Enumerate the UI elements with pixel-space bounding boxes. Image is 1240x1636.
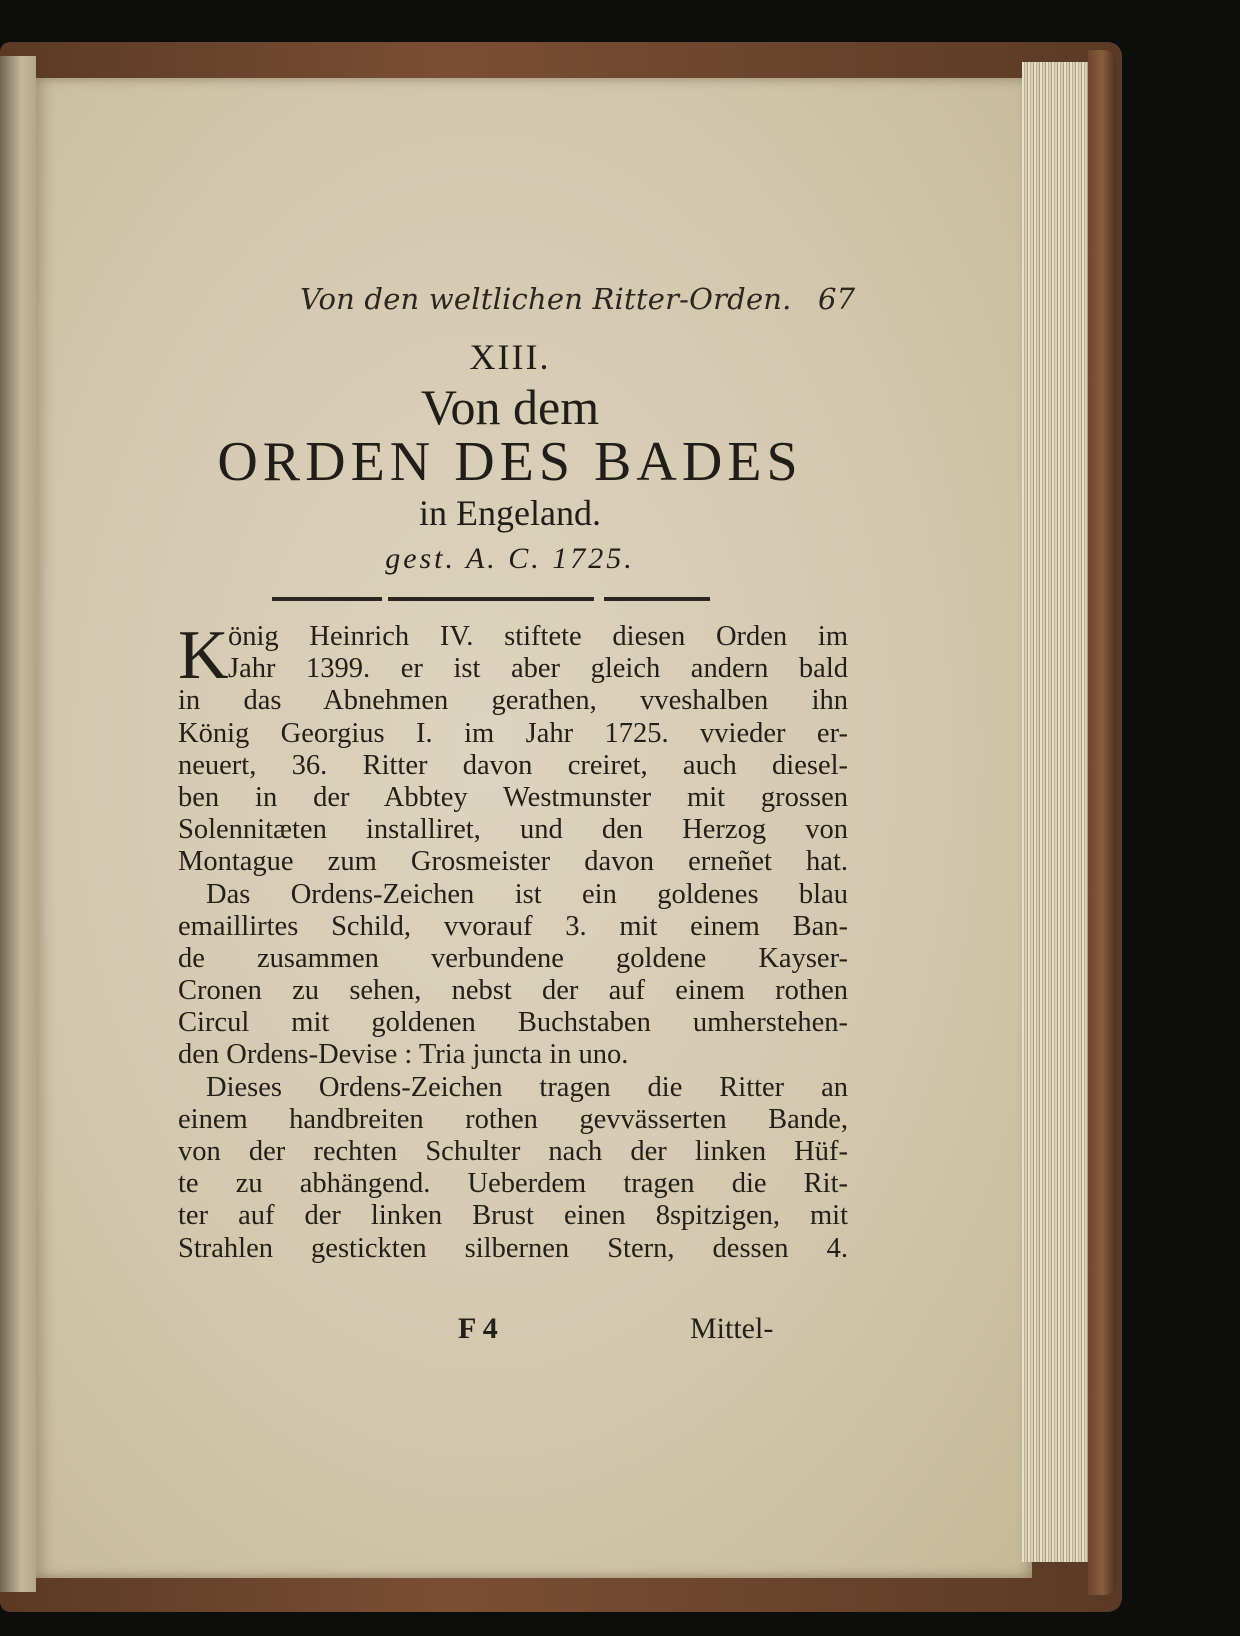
title-line-3: in Engeland. — [419, 493, 601, 533]
first-paragraph — [178, 617, 848, 879]
page-block-edges — [1022, 62, 1091, 1562]
chapter-number: XIII. — [469, 337, 551, 377]
text-line: den Ordens-Devise : Tria juncta in uno. — [178, 1039, 629, 1071]
rule-segment — [272, 597, 382, 601]
text-line: Montague zum Grosmeister davon erneñet hat. — [178, 846, 848, 878]
signature-mark: F 4 — [458, 1312, 498, 1345]
drop-cap: K — [178, 617, 229, 694]
title-line-2: ORDEN DES BADES — [217, 431, 803, 493]
text-line: ter auf der linken Brust einen 8spitzigen, mit — [178, 1200, 848, 1232]
text-line: Circul mit goldenen Buchstaben umherstehen- — [178, 1007, 848, 1039]
text-line: ben in der Abbtey Westmunster mit grossen — [178, 781, 848, 813]
text-line: neuert, 36. Ritter davon creiret, auch diesel- — [178, 749, 848, 781]
title-line-1: Von dem — [420, 379, 600, 435]
text-line: Cronen zu sehen, nebst der auf einem rothen — [178, 975, 848, 1007]
running-title: Von den weltlichen Ritter-Orden. — [300, 282, 792, 316]
text-line: von der rechten Schulter nach der linken Hüf- — [178, 1136, 848, 1167]
page-number: 67 — [818, 282, 856, 316]
text-line: in das Abnehmen gerathen, vveshalben ihn — [178, 685, 848, 717]
rule-segment — [604, 597, 710, 601]
text-line: Dieses Ordens-Zeichen tragen die Ritter an — [206, 1071, 848, 1103]
cover-spine-edge — [1088, 50, 1116, 1595]
catchword: Mittel- — [690, 1312, 774, 1345]
text-line: Strahlen gestickten silbernen Stern, dessen 4. — [178, 1232, 848, 1264]
founded-date: gest. A. C. 1725. — [385, 542, 635, 575]
text-line: önig Heinrich IV. stiftete diesen Orden im — [228, 621, 848, 652]
text-line: König Georgius I. im Jahr 1725. vvieder er- — [178, 717, 848, 749]
previous-page-edge — [0, 56, 36, 1592]
text-line: Solennitæten installiret, und den Herzog von — [178, 814, 848, 846]
text-line: de zusammen verbundene goldene Kayser- — [178, 942, 848, 974]
rule-segment — [388, 597, 594, 601]
text-line: Das Ordens-Zeichen ist ein goldenes blau — [206, 878, 848, 910]
body-text — [178, 617, 848, 1265]
text-line: einem handbreiten rothen gevvässerten Bande, — [178, 1103, 848, 1135]
text-line: te zu abhängend. Ueberdem tragen die Rit- — [178, 1168, 848, 1200]
text-line: Jahr 1399. er ist aber gleich andern bald — [228, 653, 848, 685]
text-line: emaillirtes Schild, vvorauf 3. mit einem Ban- — [178, 910, 848, 942]
running-head — [300, 282, 860, 328]
